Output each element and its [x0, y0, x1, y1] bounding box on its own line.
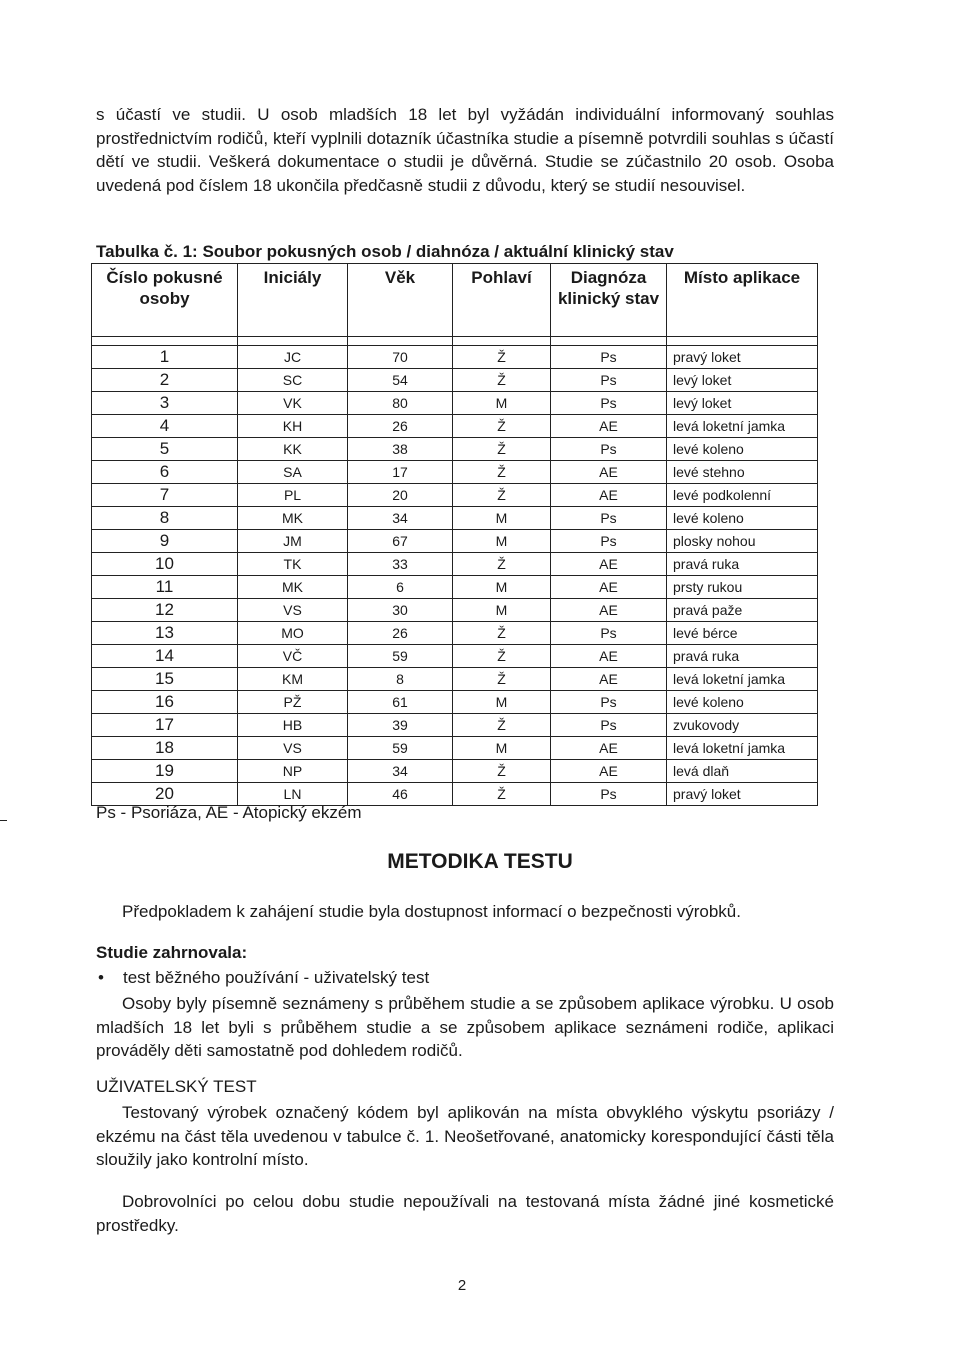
cell-initials: VČ [238, 645, 348, 668]
cell-initials: JM [238, 530, 348, 553]
cell-age: 6 [348, 576, 453, 599]
table-row [92, 392, 818, 415]
paragraph-information: Osoby byly písemně seznámeny s průběhem studie a se způsobem aplikace výrobku. U osob mladších 18 let byli s průběhem studie a se způsobem aplikace seznámeni rodiče, aplikaci prováděly děti samostatně pod dohledem rodičů. [96, 994, 834, 1060]
bullet-dot-icon: • [98, 968, 104, 987]
cell-application-site: levé koleno [667, 691, 818, 714]
cell-diagnosis: AE [551, 461, 667, 484]
cell-subject-number: 9 [92, 530, 238, 553]
table-row [92, 553, 818, 576]
cell-application-site: levá loketní jamka [667, 415, 818, 438]
cell-initials: SA [238, 461, 348, 484]
table-row [92, 737, 818, 760]
cell-diagnosis: Ps [551, 369, 667, 392]
cell-application-site: plosky nohou [667, 530, 818, 553]
cell-diagnosis: Ps [551, 438, 667, 461]
table-row [92, 691, 818, 714]
cell-age: 46 [348, 783, 453, 806]
cell-initials: JC [238, 346, 348, 369]
cell-application-site: levé podkolenní [667, 484, 818, 507]
cell-subject-number: 5 [92, 438, 238, 461]
cell-application-site: levý loket [667, 369, 818, 392]
table-row [92, 369, 818, 392]
cell-initials: KK [238, 438, 348, 461]
cell-application-site: pravá ruka [667, 645, 818, 668]
cell-sex: Ž [453, 668, 551, 691]
page-number: 2 [457, 1277, 467, 1294]
bullet-text: test běžného používání - uživatelský test [123, 968, 430, 987]
table-row [92, 415, 818, 438]
cell-sex: Ž [453, 438, 551, 461]
cell-application-site: pravá ruka [667, 553, 818, 576]
cell-diagnosis: Ps [551, 714, 667, 737]
cell-sex: M [453, 691, 551, 714]
paragraph-prerequisite: Předpokladem k zahájení studie byla dostupnost informací o bezpečnosti výrobků. [122, 902, 741, 921]
cell-subject-number: 2 [92, 369, 238, 392]
table-row [92, 576, 818, 599]
cell-age: 54 [348, 369, 453, 392]
table-row [92, 461, 818, 484]
header-subject-number: Číslo pokusné osoby [92, 264, 238, 337]
bullet-item [98, 968, 429, 988]
cell-sex: Ž [453, 783, 551, 806]
cell-age: 70 [348, 346, 453, 369]
cell-age: 30 [348, 599, 453, 622]
cell-age: 34 [348, 760, 453, 783]
subjects-table [91, 263, 818, 806]
margin-mark [0, 820, 7, 821]
cell-initials: VS [238, 599, 348, 622]
cell-sex: M [453, 599, 551, 622]
cell-initials: SC [238, 369, 348, 392]
cell-diagnosis: AE [551, 553, 667, 576]
cell-initials: HB [238, 714, 348, 737]
section-title: METODIKA TESTU [387, 850, 573, 873]
cell-age: 38 [348, 438, 453, 461]
cell-age: 33 [348, 553, 453, 576]
cell-application-site: pravý loket [667, 346, 818, 369]
cell-sex: M [453, 530, 551, 553]
cell-age: 59 [348, 645, 453, 668]
cell-age: 17 [348, 461, 453, 484]
cell-initials: PŽ [238, 691, 348, 714]
cell-subject-number: 10 [92, 553, 238, 576]
cell-diagnosis: Ps [551, 622, 667, 645]
table-row [92, 668, 818, 691]
cell-subject-number: 8 [92, 507, 238, 530]
table-row [92, 645, 818, 668]
cell-diagnosis: AE [551, 576, 667, 599]
cell-age: 26 [348, 415, 453, 438]
cell-subject-number: 18 [92, 737, 238, 760]
cell-sex: Ž [453, 346, 551, 369]
cell-application-site: levé stehno [667, 461, 818, 484]
cell-application-site: prsty rukou [667, 576, 818, 599]
cell-sex: M [453, 737, 551, 760]
header-age: Věk [348, 264, 453, 337]
cell-age: 61 [348, 691, 453, 714]
table-spacer-row [92, 337, 818, 346]
header-application-site: Místo aplikace [667, 264, 818, 337]
cell-initials: MK [238, 507, 348, 530]
cell-subject-number: 1 [92, 346, 238, 369]
cell-initials: VS [238, 737, 348, 760]
cell-initials: MK [238, 576, 348, 599]
cell-initials: VK [238, 392, 348, 415]
header-diagnosis: Diagnóza klinický stav [551, 264, 667, 337]
cell-subject-number: 11 [92, 576, 238, 599]
table-row [92, 760, 818, 783]
cell-application-site: levá loketní jamka [667, 737, 818, 760]
paragraph-volunteers: Dobrovolníci po celou dobu studie nepoužívali na testovaná místa žádné jiné kosmetické prostředky. [96, 1192, 834, 1235]
cell-age: 8 [348, 668, 453, 691]
cell-subject-number: 12 [92, 599, 238, 622]
table-header-row [92, 264, 818, 337]
cell-subject-number: 15 [92, 668, 238, 691]
table-row [92, 622, 818, 645]
cell-application-site: pravý loket [667, 783, 818, 806]
cell-sex: Ž [453, 369, 551, 392]
cell-application-site: levé bérce [667, 622, 818, 645]
cell-age: 67 [348, 530, 453, 553]
cell-initials: NP [238, 760, 348, 783]
cell-sex: Ž [453, 484, 551, 507]
table-row [92, 438, 818, 461]
cell-diagnosis: Ps [551, 530, 667, 553]
cell-diagnosis: Ps [551, 392, 667, 415]
table-row [92, 599, 818, 622]
table-row [92, 484, 818, 507]
cell-sex: M [453, 507, 551, 530]
table-row [92, 507, 818, 530]
cell-application-site: levý loket [667, 392, 818, 415]
cell-diagnosis: AE [551, 760, 667, 783]
cell-diagnosis: Ps [551, 783, 667, 806]
cell-initials: LN [238, 783, 348, 806]
cell-diagnosis: AE [551, 737, 667, 760]
cell-age: 20 [348, 484, 453, 507]
subheading-user-test: UŽIVATELSKÝ TEST [96, 1077, 257, 1096]
cell-application-site: levá loketní jamka [667, 668, 818, 691]
cell-subject-number: 19 [92, 760, 238, 783]
cell-diagnosis: Ps [551, 691, 667, 714]
cell-subject-number: 3 [92, 392, 238, 415]
subheading-study-included: Studie zahrnovala: [96, 943, 248, 962]
cell-initials: KH [238, 415, 348, 438]
cell-subject-number: 17 [92, 714, 238, 737]
table-caption: Tabulka č. 1: Soubor pokusných osob / diahnóza / aktuální klinický stav [96, 242, 674, 261]
table-row [92, 714, 818, 737]
table-row [92, 530, 818, 553]
cell-initials: PL [238, 484, 348, 507]
cell-initials: MO [238, 622, 348, 645]
cell-application-site: zvukovody [667, 714, 818, 737]
cell-diagnosis: AE [551, 599, 667, 622]
cell-sex: Ž [453, 645, 551, 668]
intro-paragraph: s účastí ve studii. U osob mladších 18 let byl vyžádán individuální informovaný souhlas prostřednictvím rodičů, kteří vyplnili dotazník účastníka studie a písemně potvrdili souhlas s účastí dětí ve studii. Veškerá dokumentace o studii je důvěrná. Studie se zúčastnilo 20 osob. Osoba uvedená pod číslem 18 ukončila předčasně studii z důvodu, který se studií nesouvisel. [96, 105, 834, 195]
cell-sex: Ž [453, 714, 551, 737]
cell-application-site: pravá paže [667, 599, 818, 622]
cell-sex: M [453, 392, 551, 415]
cell-age: 26 [348, 622, 453, 645]
cell-diagnosis: AE [551, 668, 667, 691]
table-body [92, 337, 818, 806]
cell-subject-number: 4 [92, 415, 238, 438]
cell-diagnosis: Ps [551, 346, 667, 369]
cell-sex: Ž [453, 415, 551, 438]
cell-diagnosis: AE [551, 484, 667, 507]
cell-sex: M [453, 576, 551, 599]
cell-application-site: levé koleno [667, 438, 818, 461]
cell-subject-number: 20 [92, 783, 238, 806]
paragraph-test-product: Testovaný výrobek označený kódem byl aplikován na místa obvyklého výskytu psoriázy / ekzému na část těla uvedenou v tabulce č. 1. Neošetřované, anatomicky korespondující části těla sloužily jako kontrolní místo. [96, 1103, 834, 1169]
cell-application-site: levé koleno [667, 507, 818, 530]
cell-sex: Ž [453, 760, 551, 783]
cell-application-site: levá dlaň [667, 760, 818, 783]
cell-sex: Ž [453, 622, 551, 645]
cell-subject-number: 14 [92, 645, 238, 668]
cell-diagnosis: Ps [551, 507, 667, 530]
cell-initials: KM [238, 668, 348, 691]
cell-subject-number: 16 [92, 691, 238, 714]
cell-age: 80 [348, 392, 453, 415]
cell-subject-number: 7 [92, 484, 238, 507]
cell-age: 39 [348, 714, 453, 737]
cell-age: 59 [348, 737, 453, 760]
cell-initials: TK [238, 553, 348, 576]
cell-diagnosis: AE [551, 415, 667, 438]
table-legend: Ps - Psoriáza, AE - Atopický ekzém [96, 803, 362, 822]
header-sex: Pohlaví [453, 264, 551, 337]
cell-subject-number: 6 [92, 461, 238, 484]
table-row [92, 346, 818, 369]
header-initials: Iniciály [238, 264, 348, 337]
cell-sex: Ž [453, 461, 551, 484]
cell-diagnosis: AE [551, 645, 667, 668]
cell-subject-number: 13 [92, 622, 238, 645]
cell-sex: Ž [453, 553, 551, 576]
cell-age: 34 [348, 507, 453, 530]
